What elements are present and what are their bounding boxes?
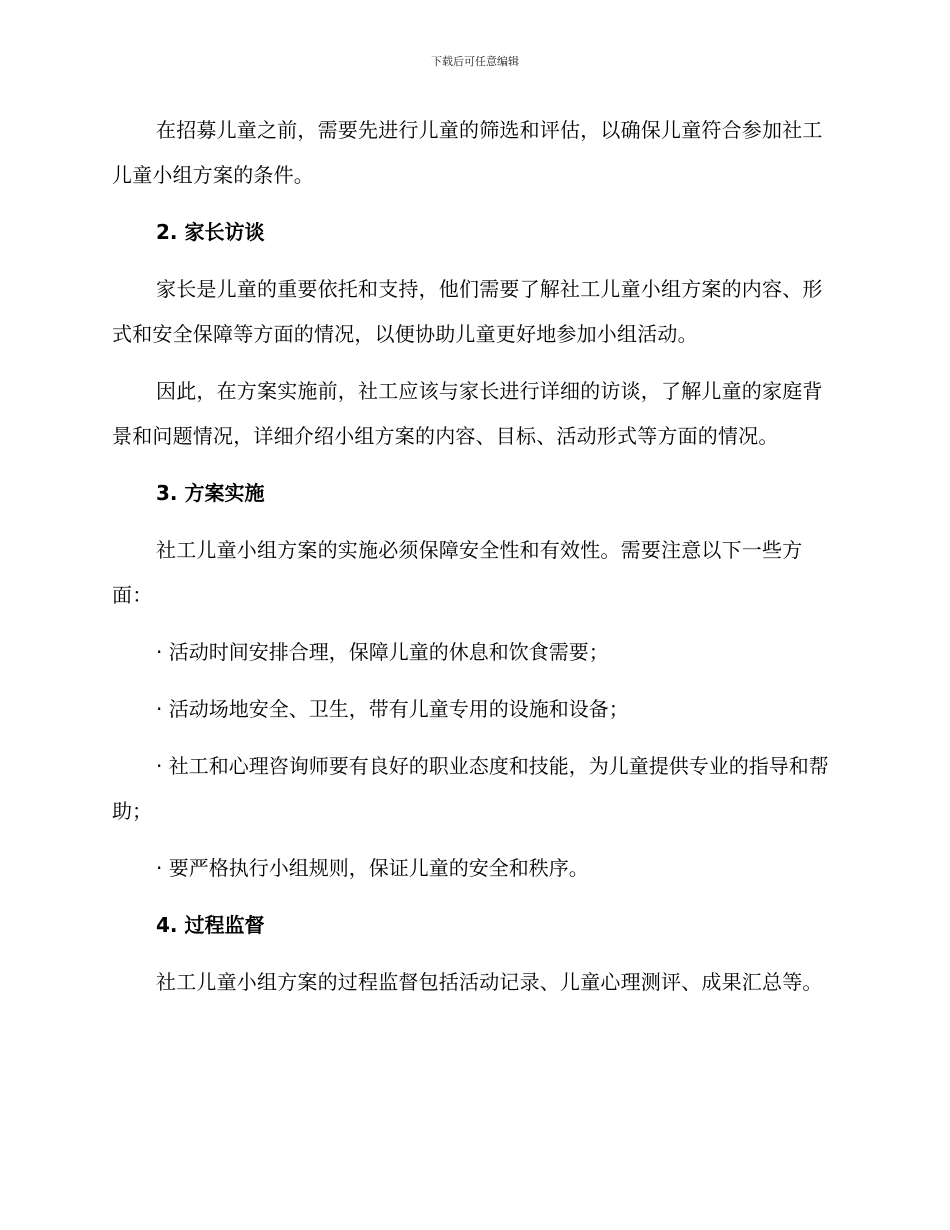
list-item: · 要严格执行小组规则，保证儿童的安全和秩序。 xyxy=(156,856,589,880)
list-item: · 社工和心理咨询师要有良好的职业态度和技能，为儿童提供专业的指导和帮助； xyxy=(112,754,829,823)
paragraph-supervision: 社工儿童小组方案的过程监督包括活动记录、儿童心理测评、成果汇总等。 xyxy=(156,970,823,994)
page-header: 下载后可任意编辑 xyxy=(431,55,519,68)
document-body xyxy=(112,108,832,1017)
list-item: · 活动时间安排合理，保障儿童的休息和饮食需要； xyxy=(156,640,609,664)
paragraph-screening: 在招募儿童之前，需要先进行儿童的筛选和评估，以确保儿童符合参加社工儿童小组方案的条件。 xyxy=(112,118,823,187)
paragraph-interview-details: 因此，在方案实施前，社工应该与家长进行详细的访谈，了解儿童的家庭背景和问题情况，详细介绍小组方案的内容、目标、活动形式等方面的情况。 xyxy=(112,379,823,448)
section-heading-implementation: 3. 方案实施 xyxy=(156,481,265,505)
section-heading-supervision: 4. 过程监督 xyxy=(156,913,265,937)
list-item: · 活动场地安全、卫生，带有儿童专用的设施和设备； xyxy=(156,697,629,721)
section-heading-parent-interview: 2. 家长访谈 xyxy=(156,220,265,244)
paragraph-implementation: 社工儿童小组方案的实施必须保障安全性和有效性。需要注意以下一些方面： xyxy=(112,538,803,607)
paragraph-parent-support: 家长是儿童的重要依托和支持，他们需要了解社工儿童小组方案的内容、形式和安全保障等方面的情况，以便协助儿童更好地参加小组活动。 xyxy=(112,277,823,346)
